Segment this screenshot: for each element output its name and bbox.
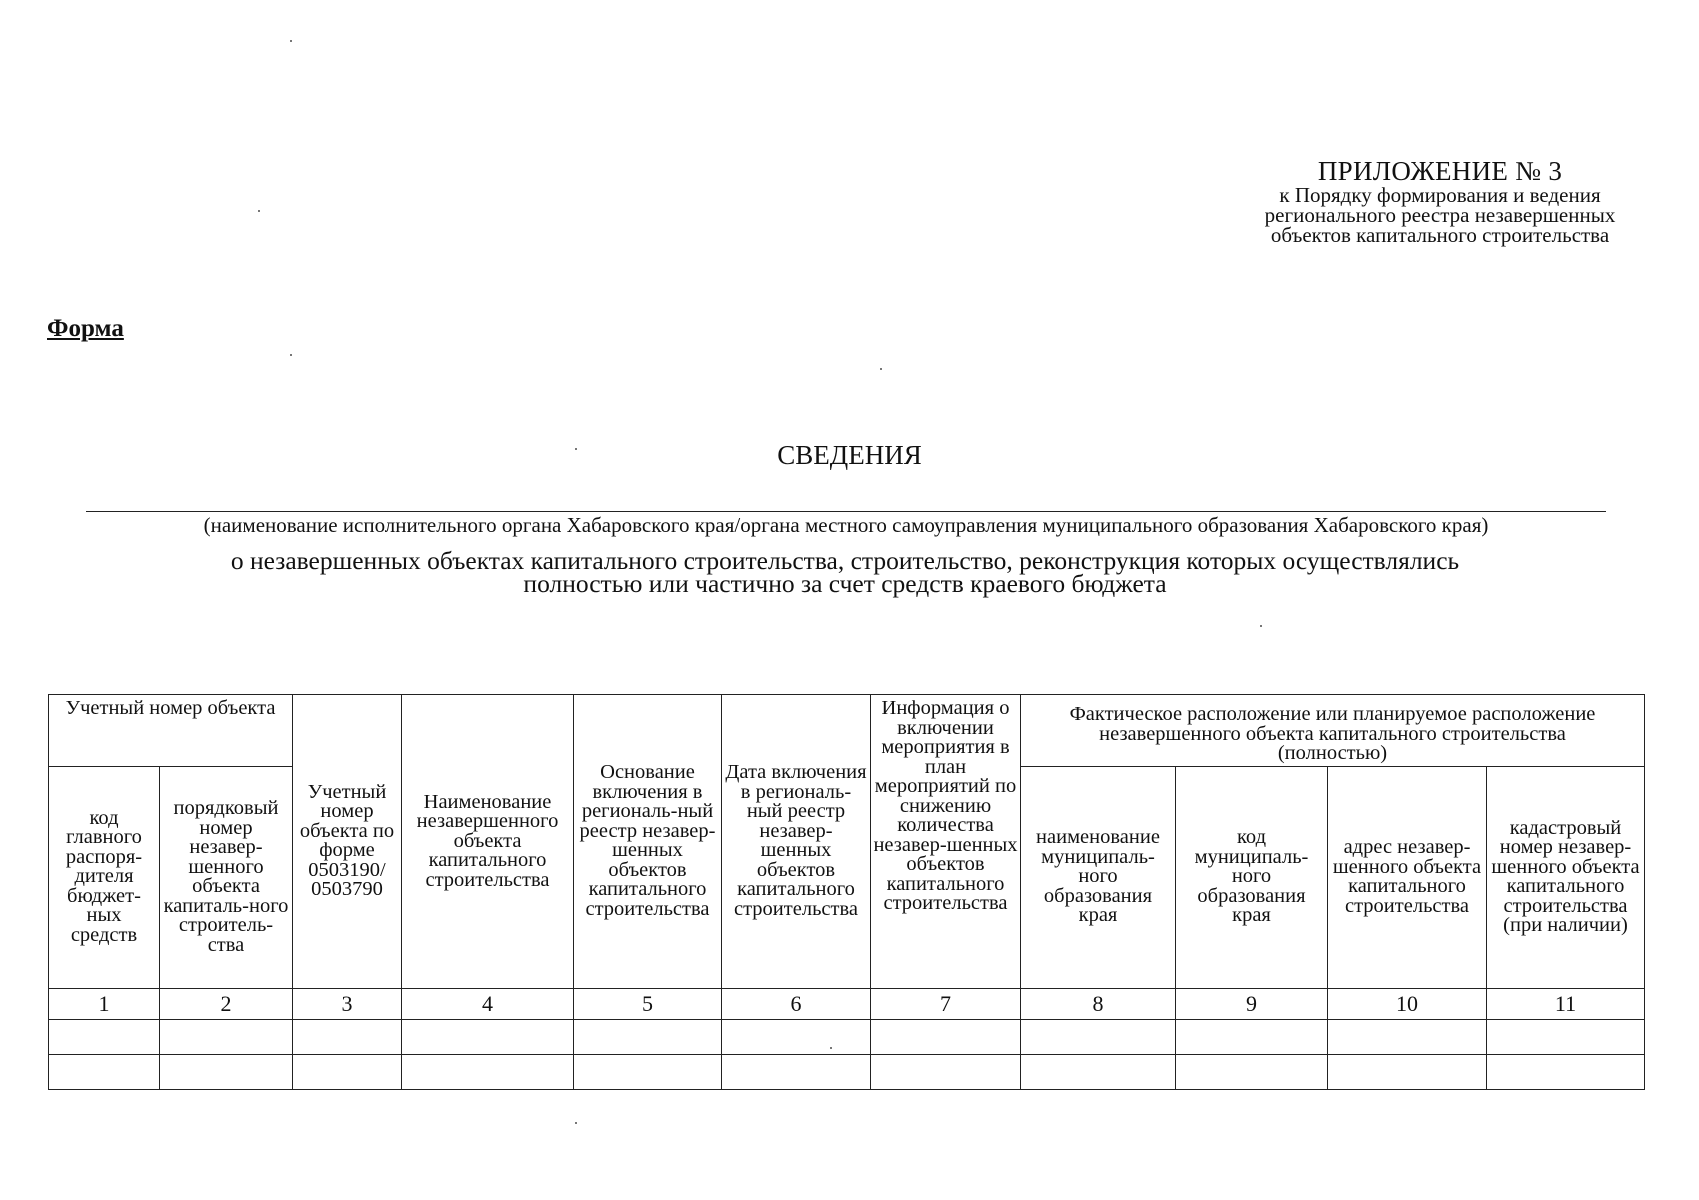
scan-speck	[830, 1047, 832, 1049]
table-cell	[160, 1054, 293, 1089]
appendix-number: ПРИЛОЖЕНИЕ № 3	[1317, 156, 1563, 186]
table-cell	[1487, 1054, 1645, 1089]
table-cell	[574, 1054, 722, 1089]
table-cell	[1328, 1054, 1487, 1089]
column-number: 3	[293, 988, 402, 1019]
table-row	[49, 1054, 1645, 1089]
scan-speck	[880, 368, 882, 370]
table-cell	[722, 1019, 871, 1054]
form-label: Форма	[47, 315, 124, 342]
table-cell	[1176, 1054, 1328, 1089]
column-header-9: код муниципаль-ного образования края	[1176, 766, 1328, 988]
scan-speck	[290, 354, 292, 356]
table-cell	[722, 1054, 871, 1089]
scan-speck	[575, 448, 577, 450]
column-number: 7	[871, 988, 1021, 1019]
column-header-1: код главного распоря-дителя бюджет-ных средств	[49, 766, 160, 988]
column-header-4: Наименование незавершенного объекта капитального строительства	[402, 695, 574, 989]
column-header-5: Основание включения в региональ-ный реестр незавер-шенных объектов капитального строительства	[574, 695, 722, 989]
document-subtitle	[80, 546, 1610, 598]
column-number: 11	[1487, 988, 1645, 1019]
appendix-line-3: объектов капитального строительства	[1270, 223, 1610, 247]
scan-speck	[258, 210, 260, 212]
document-title: СВЕДЕНИЯ	[777, 440, 922, 470]
column-header-3: Учетный номер объекта по форме 0503190/ 0503790	[293, 695, 402, 989]
column-header-6: Дата включения в региональ-ный реестр незавер-шенных объектов капитального строительства	[722, 695, 871, 989]
column-number: 1	[49, 988, 160, 1019]
appendix-line-2: регионального реестра незавершенных	[1264, 203, 1616, 227]
table-cell	[293, 1054, 402, 1089]
table-cell	[1487, 1019, 1645, 1054]
appendix-block	[1225, 158, 1655, 245]
table-cell	[402, 1054, 574, 1089]
column-number: 8	[1021, 988, 1176, 1019]
column-number: 4	[402, 988, 574, 1019]
table-row	[49, 1019, 1645, 1054]
table-cell	[293, 1019, 402, 1054]
table-cell	[402, 1019, 574, 1054]
column-number: 9	[1176, 988, 1328, 1019]
table-header-row-1	[49, 695, 1645, 767]
location-group-header: Фактическое расположение или планируемое расположение незавершенного объекта капитального строительства (полностью)	[1021, 695, 1645, 767]
accounting-number-group-header: Учетный номер объекта	[49, 695, 293, 767]
table-cell	[49, 1019, 160, 1054]
subtitle-line-2: полностью или частично за счет средств краевого бюджета	[523, 569, 1167, 598]
column-number: 10	[1328, 988, 1487, 1019]
table-cell	[49, 1054, 160, 1089]
column-header-10: адрес незавер-шенного объекта капитального строительства	[1328, 766, 1487, 988]
table-cell	[1021, 1054, 1176, 1089]
column-header-11: кадастровый номер незавер-шенного объекта капитального строительства (при наличии)	[1487, 766, 1645, 988]
table-cell	[1176, 1019, 1328, 1054]
table-cell	[160, 1019, 293, 1054]
column-header-7: Информация о включении мероприятия в план мероприятий по снижению количества незавер-шенных объектов капитального строительства	[871, 695, 1021, 989]
column-header-2: порядковый номер незавер-шенного объекта капиталь-ного строитель-ства	[160, 766, 293, 988]
subtitle-line-1: о незавершенных объектах капитального строительства, строительство, реконструкция которых осуществлялись	[230, 546, 1460, 575]
organization-name-line	[86, 511, 1606, 512]
appendix-line-1: к Порядку формирования и ведения	[1279, 183, 1601, 207]
table-cell	[574, 1019, 722, 1054]
column-number: 6	[722, 988, 871, 1019]
register-table	[48, 694, 1645, 1090]
scan-speck	[290, 40, 292, 42]
column-number-row	[49, 988, 1645, 1019]
table-cell	[1328, 1019, 1487, 1054]
scan-speck	[575, 1122, 577, 1124]
column-number: 5	[574, 988, 722, 1019]
column-number: 2	[160, 988, 293, 1019]
organization-caption: (наименование исполнительного органа Хабаровского края/органа местного самоуправления муниципального образования Хабаровского края)	[203, 513, 1489, 537]
table-cell	[1021, 1019, 1176, 1054]
scan-speck	[1260, 625, 1262, 627]
table-cell	[871, 1019, 1021, 1054]
table-cell	[871, 1054, 1021, 1089]
column-header-8: наименование муниципаль-ного образования края	[1021, 766, 1176, 988]
